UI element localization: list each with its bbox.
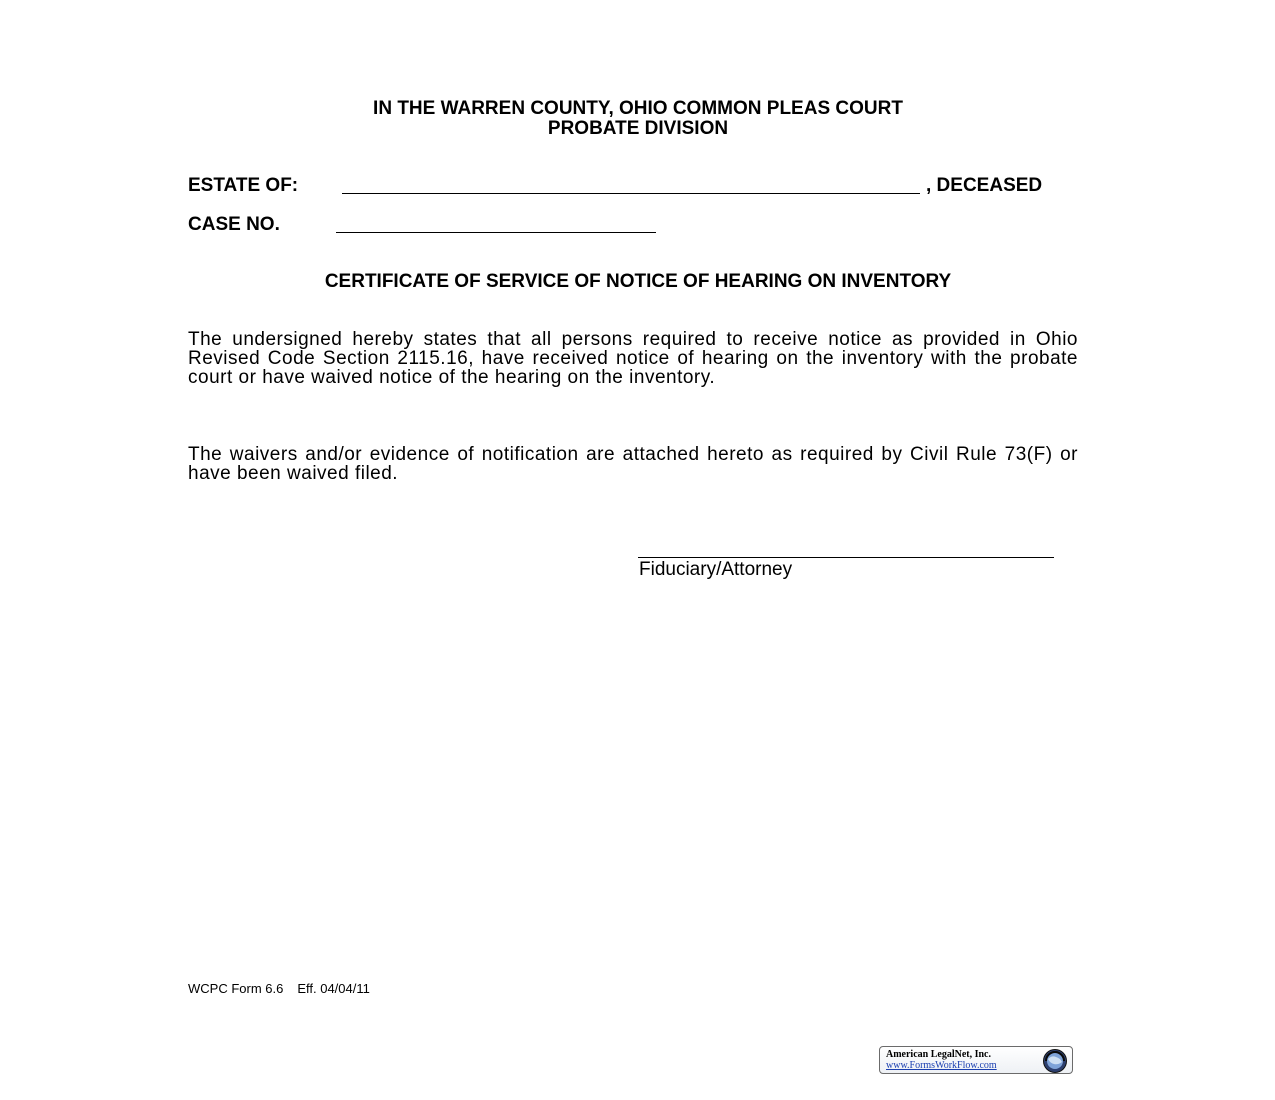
estate-label: ESTATE OF:	[188, 175, 299, 196]
badge-company: American LegalNet, Inc.	[886, 1049, 991, 1060]
case-number-field[interactable]	[336, 232, 656, 233]
form-footer	[188, 981, 370, 996]
waivers-paragraph: The waivers and/or evidence of notification are attached hereto as required by Civil Rule 73(F) or have been waived filed.	[188, 444, 1078, 484]
signature-label: Fiduciary/Attorney	[639, 559, 793, 580]
badge-url-link[interactable]: www.FormsWorkFlow.com	[886, 1060, 997, 1071]
court-header	[188, 99, 1088, 139]
certificate-title: CERTIFICATE OF SERVICE OF NOTICE OF HEARING ON INVENTORY	[324, 271, 952, 292]
court-division: PROBATE DIVISION	[547, 118, 729, 139]
deceased-label: , DECEASED	[926, 175, 1043, 196]
signature-field[interactable]	[638, 557, 1054, 558]
globe-logo-icon	[1042, 1048, 1068, 1074]
form-id: WCPC Form 6.6	[188, 981, 284, 996]
statement-paragraph: The undersigned hereby states that all persons required to receive notice as provided in Ohio Revised Code Section 2115.16, have received notice of hearing on the inventory with the probate court or have waived notice of the hearing on the inventory.	[188, 329, 1078, 388]
court-name: IN THE WARREN COUNTY, OHIO COMMON PLEAS COURT	[373, 98, 903, 119]
legalnet-badge[interactable]	[879, 1046, 1073, 1074]
case-number-label: CASE NO.	[188, 214, 280, 235]
effective-date: Eff. 04/04/11	[297, 981, 370, 996]
estate-name-field[interactable]	[342, 193, 920, 194]
